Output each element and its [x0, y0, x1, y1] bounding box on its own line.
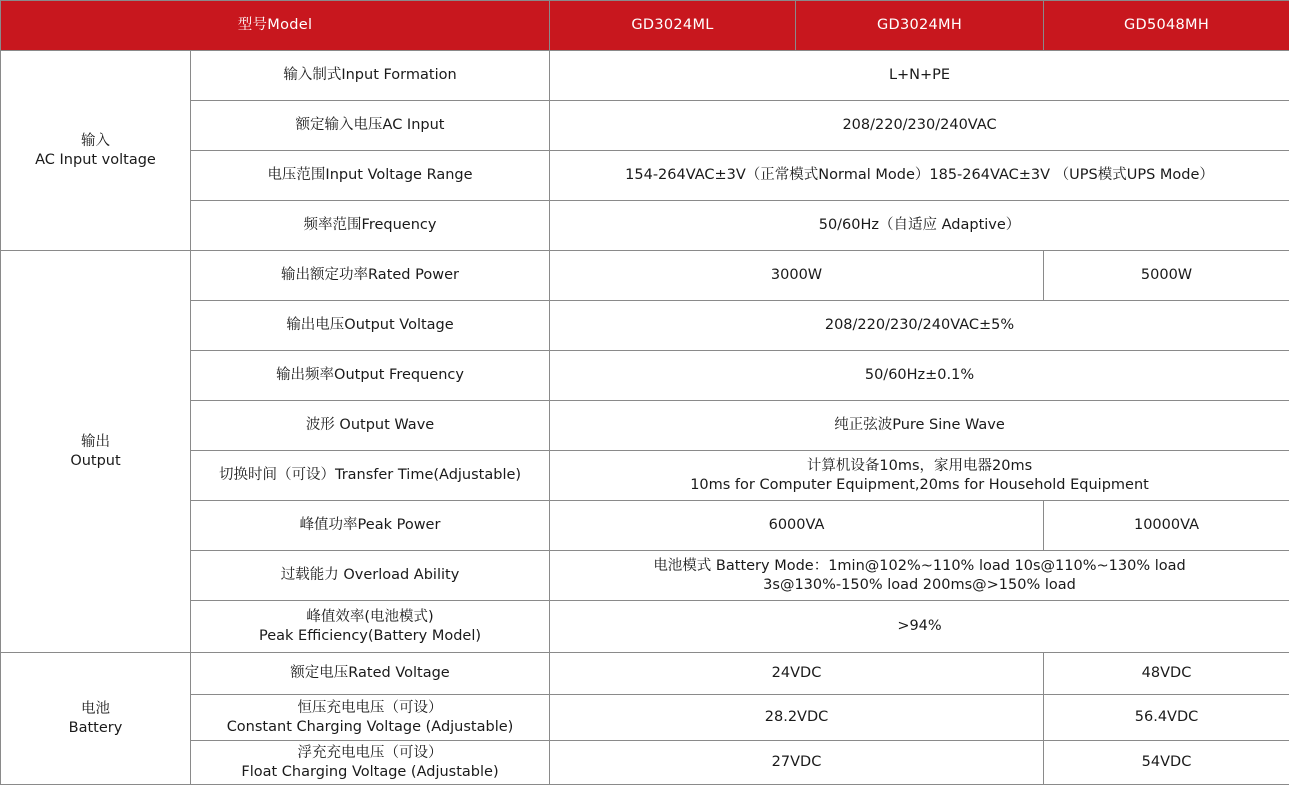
value-line: 计算机设备10ms，家用电器20ms [556, 457, 1283, 475]
row-value: 50/60Hz（自适应 Adaptive） [550, 201, 1289, 251]
row-value: 24VDC [550, 653, 1044, 695]
row-label: 输入制式Input Formation [191, 51, 550, 101]
table-row [1, 401, 1289, 451]
row-label: 输出额定功率Rated Power [191, 251, 550, 301]
row-label: 波形 Output Wave [191, 401, 550, 451]
value-line: 电池模式 Battery Mode：1min@102%~110% load 10s@110%~130% load [556, 557, 1283, 575]
section-name-cn: 输入 [7, 132, 184, 150]
model-col-2: GD3024MH [796, 1, 1044, 51]
model-col-3: GD5048MH [1044, 1, 1289, 51]
model-col-1: GD3024ML [550, 1, 796, 51]
table-row [1, 695, 1289, 741]
table-row [1, 251, 1289, 301]
label-line: 浮充充电电压（可设） [197, 744, 543, 762]
row-label: 额定电压Rated Voltage [191, 653, 550, 695]
table-row [1, 741, 1289, 785]
row-label: 输出电压Output Voltage [191, 301, 550, 351]
section-name-cn: 电池 [7, 700, 184, 718]
value-line: 3s@130%-150% load 200ms@>150% load [556, 576, 1283, 594]
row-value: 10000VA [1044, 501, 1289, 551]
row-value: 48VDC [1044, 653, 1289, 695]
row-label: 峰值功率Peak Power [191, 501, 550, 551]
row-value: 208/220/230/240VAC [550, 101, 1289, 151]
row-label: 过载能力 Overload Ability [191, 551, 550, 601]
table-row [1, 501, 1289, 551]
row-value [550, 451, 1289, 501]
row-value: 56.4VDC [1044, 695, 1289, 741]
label-line: Float Charging Voltage (Adjustable) [197, 763, 543, 781]
section-name-en: AC Input voltage [7, 151, 184, 169]
table-row [1, 653, 1289, 695]
row-label [191, 601, 550, 653]
row-value: 154-264VAC±3V（正常模式Normal Mode）185-264VAC±3V （UPS模式UPS Mode） [550, 151, 1289, 201]
value-line: 10ms for Computer Equipment,20ms for Household Equipment [556, 476, 1283, 494]
table-row [1, 101, 1289, 151]
table-row [1, 151, 1289, 201]
row-label: 切换时间（可设）Transfer Time(Adjustable) [191, 451, 550, 501]
section-name-en: Battery [7, 719, 184, 737]
row-label [191, 741, 550, 785]
section-name-en: Output [7, 452, 184, 470]
row-value: >94% [550, 601, 1289, 653]
table-row [1, 51, 1289, 101]
table-row [1, 451, 1289, 501]
row-value: 纯正弦波Pure Sine Wave [550, 401, 1289, 451]
row-label: 电压范围Input Voltage Range [191, 151, 550, 201]
header-row [1, 1, 1289, 51]
row-label: 频率范围Frequency [191, 201, 550, 251]
label-line: Peak Efficiency(Battery Model) [197, 627, 543, 645]
label-line: Constant Charging Voltage (Adjustable) [197, 718, 543, 736]
row-value: 50/60Hz±0.1% [550, 351, 1289, 401]
row-value: L+N+PE [550, 51, 1289, 101]
row-value: 28.2VDC [550, 695, 1044, 741]
row-label: 输出频率Output Frequency [191, 351, 550, 401]
table-row [1, 201, 1289, 251]
row-value: 27VDC [550, 741, 1044, 785]
row-value: 3000W [550, 251, 1044, 301]
section-output [1, 251, 191, 653]
section-input [1, 51, 191, 251]
row-value: 54VDC [1044, 741, 1289, 785]
row-label: 额定输入电压AC Input [191, 101, 550, 151]
row-value: 6000VA [550, 501, 1044, 551]
row-label [191, 695, 550, 741]
section-name-cn: 输出 [7, 433, 184, 451]
row-value: 208/220/230/240VAC±5% [550, 301, 1289, 351]
table-row [1, 601, 1289, 653]
table-row [1, 301, 1289, 351]
table-row [1, 551, 1289, 601]
label-line: 峰值效率(电池模式) [197, 608, 543, 626]
label-line: 恒压充电电压（可设） [197, 699, 543, 717]
row-value: 5000W [1044, 251, 1289, 301]
table-row [1, 351, 1289, 401]
model-header: 型号Model [1, 1, 550, 51]
section-battery [1, 653, 191, 785]
row-value [550, 551, 1289, 601]
